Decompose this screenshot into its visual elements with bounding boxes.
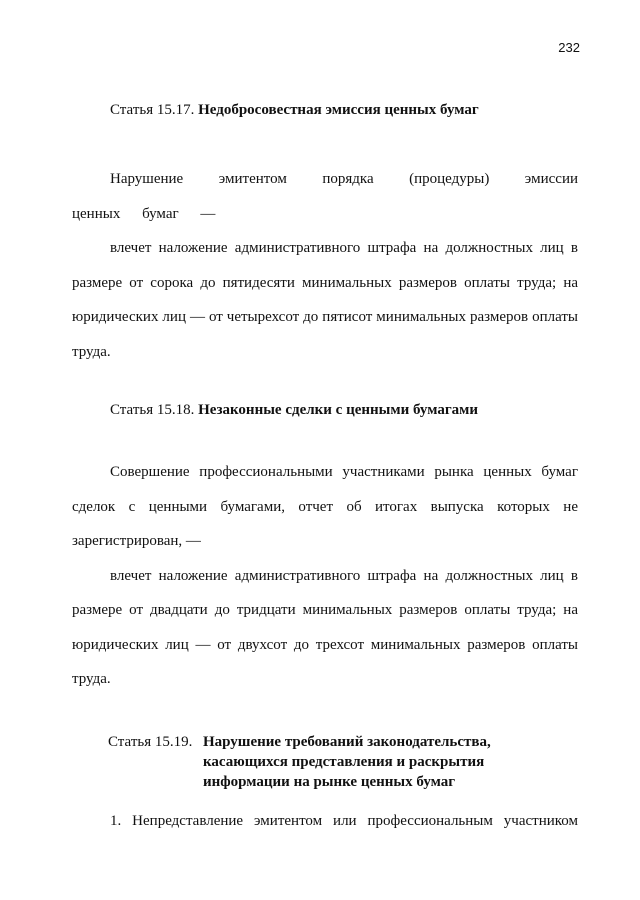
article-title <box>203 732 491 792</box>
article-15-19-heading <box>108 732 578 792</box>
article-15-19-body <box>72 804 578 839</box>
article-15-18 <box>72 400 578 420</box>
offense-paragraph: Совершение профессиональными участниками рынка ценных бумаг сделок с ценными бумагами, отчет об итогах выпуска которых не зарегистрирован, — <box>72 464 578 549</box>
article-title: Незаконные сделки с ценными бумагами <box>198 402 479 418</box>
point-1-paragraph: 1. Непредставление эмитентом или профессиональным участником <box>110 813 578 829</box>
article-title-line: информации на рынке ценных бумаг <box>203 774 456 790</box>
article-number: Статья 15.19. <box>108 734 193 750</box>
article-15-18-body <box>72 455 578 697</box>
article-title-line: касающихся представления и раскрытия <box>203 754 485 770</box>
article-15-17-body <box>72 162 578 369</box>
article-number: Статья 15.17. <box>110 102 195 118</box>
article-heading <box>72 100 578 120</box>
article-number: Статья 15.18. <box>110 402 195 418</box>
article-heading <box>72 400 578 420</box>
article-title-line: Нарушение требований законодательства, <box>203 734 491 750</box>
page-number: 232 <box>558 40 580 55</box>
offense-paragraph: Нарушение эмитентом порядка (процедуры) эмиссии ценных бумаг — <box>72 171 578 222</box>
article-title: Недобросовестная эмиссия ценных бумаг <box>198 102 479 118</box>
article-15-17 <box>72 100 578 120</box>
penalty-paragraph: влечет наложение административного штрафа на должностных лиц в размере от двадцати до тридцати минимальных размеров оплаты труда; на юридических лиц — от двухсот до трехсот минимальных размеров оплаты труда. <box>72 567 578 687</box>
penalty-paragraph: влечет наложение административного штрафа на должностных лиц в размере от сорока до пятидесяти минимальных размеров оплаты труда; на юридических лиц — от четырехсот до пятисот минимальных размеров оплаты труда. <box>72 240 578 360</box>
